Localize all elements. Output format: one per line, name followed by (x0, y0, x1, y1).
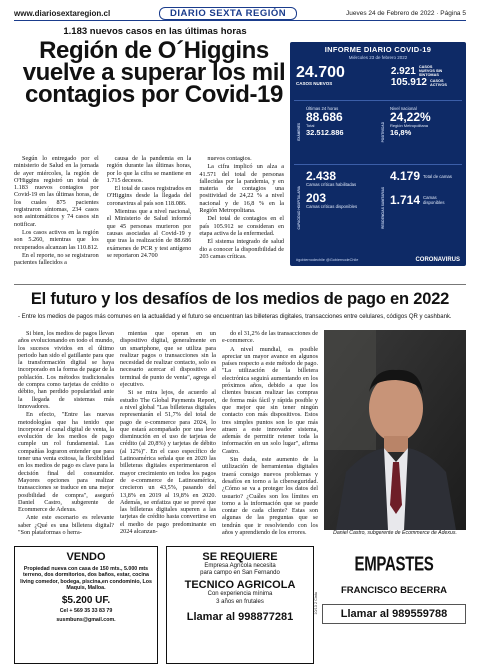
date-page: Jueves 24 de Febrero de 2022 · Página 5 (346, 9, 466, 17)
article-body (18, 330, 318, 536)
ad-title: EMPASTES (354, 553, 434, 576)
covid-panel-title: INFORME DIARIO COVID-19 (324, 45, 432, 54)
ad-phone[interactable]: Cel + 569 35 33 83 79 (59, 608, 113, 615)
paragraph: do el 31,2% de las transacciones de e-commerce. (222, 330, 318, 345)
ad-title: SE REQUIERE (202, 551, 278, 563)
ad-side-code: 10/13 2 Cinta (314, 592, 318, 615)
divider (294, 100, 462, 101)
ad-phone[interactable]: Llamar al 998877281 (186, 610, 294, 623)
exams-value: 88.686 (306, 110, 343, 124)
paragraph: causa de la pandemia en la región durante las últimas horas, por lo que la cifra se mantiene en 1.715 decesos. (106, 155, 192, 184)
masthead (14, 7, 466, 21)
portrait-photo (324, 330, 466, 530)
exams-cell (303, 104, 378, 160)
article-kicker: 1.183 nuevos casos en las últimas horas (63, 26, 247, 37)
coronavirus-brand: CORONAVIRUS (415, 257, 460, 263)
exams-side-label: EXÁMENES (296, 123, 301, 141)
no-symptom-label: CASOS NUEVOS SIN SÍNTOMAS (418, 65, 443, 77)
article-column (14, 155, 99, 273)
ad-line: para campo en San Fernando (200, 570, 280, 577)
exams-positivity-section (294, 104, 462, 160)
covid-panel-footer (296, 257, 460, 263)
beds-free-value: 1.714 (390, 193, 421, 207)
paragraph: En el reporte, no se registraron pacientes fallecidos a (14, 251, 99, 267)
article-headline: El futuro y los desafíos de los medios de pago en 2022 (30, 290, 450, 308)
paragraph: Los casos activos en la región son 5.260, mientras que los recuperados alcanzan las 110.812. (14, 228, 99, 251)
ad-role: TECNICO AGRICOLA (184, 579, 296, 592)
article-subheadline: - Entre los medios de pagos más comunes en la actualidad y el futuro se encuentran las billeteras digitales, transacciones entre celulares, códigos QR y cashbank. (18, 314, 452, 320)
article-column (222, 330, 318, 536)
paragraph: Sin duda, este aumento de la utilización de herramientas digitales traerá consigo nuevos problemas y desafíos en torno a la ciberseguridad. ¿Cómo se va a proteger los datos del usuario? ¿Cuáles son los límites en torno a la información que se puede contar de cada cliente? Estas son algunas de las preguntas que se tendrán que ir resolviendo con los años y aprendiendo de los errores. (222, 456, 318, 536)
hospital-cell (303, 168, 378, 248)
ad-vendo (14, 546, 158, 664)
covid-panel-date: Miércoles 23 de febrero 2022 (348, 55, 408, 60)
ad-se-requiere (166, 546, 314, 664)
divider (294, 164, 462, 165)
exams-label: Últimas 24 horas (306, 106, 339, 111)
article-column (107, 155, 192, 273)
ad-empastes (322, 546, 466, 664)
newspaper-name: DIARIO SEXTA REGIÓN (159, 7, 297, 20)
paragraph: El sistema integrado de salud dio a conocer la disponibilidad de 203 camas críticas. (199, 238, 285, 260)
article-column (199, 155, 284, 273)
paragraph: Mientras que a nivel nacional, el Ministerio de Salud informó que 45 personas murieron por causas asociadas al Covid-19 y que tras la realización de 88.686 exámenes de PCR y test antígeno se reportaron 24.700 (106, 208, 192, 259)
covid-headline-stats (296, 65, 460, 88)
beds-total-value: 4.179 (390, 169, 421, 183)
new-cases-value: 24.700 (296, 64, 345, 81)
portrait-illustration (324, 330, 466, 530)
new-cases-label: CASOS NUEVOS (296, 81, 333, 86)
positivity-value: 24,22% (390, 110, 431, 124)
ad-email[interactable]: susmbuns@gmail.com. (56, 616, 116, 623)
footer-hashtag: #gobiernodechile @GobiernodeChile (296, 258, 359, 262)
positivity-side-label: POSITIVIDAD (380, 121, 385, 143)
beds-available-value: 203 (306, 191, 327, 205)
paragraph: Si bien, los medios de pagos llevan años evolucionando en todo el mundo, los sucesos vividos en el último periodo han sido el gatillante para que la transformación digital se haya incorporado en la forma de pagar de la población. Los métodos tradicionales de compra como tarjetas de crédito o débito, han perdido popularidad ante la llegada de sistemas más innovadores. (18, 330, 114, 410)
paragraph: Si se mira lejos, de acuerdo al estudio The Global Payments Report, a nivel global "Las billeteras digitales representarán el 51,7% del total de pago de e-commerce para 2024, lo que estará acompañado por una leve disminución en el uso de tarjetas de crédito (al 20,8%) y tarjetas de débito (al 12%)". En el caso específico de Latinoamérica señala que en 2020 las billeteras digitales experimentaron el mayor crecimiento en todos los pagos de e-commerce de Latinoamérica, crecieron un 43,5%, pasando del 13,8% en 2019 al 19,8% en 2020. Además, se enfatiza que se prevé que las billeteras digitales superen a las tarjetas de crédito hasta convertirse en el medio de pago predominante en 2024 alcanzan- (120, 389, 216, 536)
beds-enabled-label: Camas críticas habilitadas (306, 182, 357, 187)
section-divider (14, 284, 466, 285)
hospital-side-label: CAPACIDAD HOSPITALARIA (296, 186, 301, 230)
active-cases-label: CASOS ACTIVOS (430, 78, 447, 87)
beds-enabled-value: 2.438 (306, 169, 337, 183)
positivity-rm-label: Región Metropolitana (390, 123, 429, 128)
site-url[interactable]: www.diariosextaregion.cl (14, 8, 111, 18)
paragraph: Ante este escenario es relevante saber ¿Qué es una billetera digital? "Son plataformas o herra- (18, 514, 114, 536)
residences-side-label: RESIDENCIAS SANITARIAS (380, 187, 385, 229)
paragraph: En efecto, "Entre las nuevas metodologías que ha tenido que incorporar el canal digital de venta, la evolución de los medios de pago cumple un rol fundamental. Las compañías lograron entender que para tener una venta exitosa, la flexibilidad en los medios de pago es clave para la decisión final del consumidor. Mayores opciones para realizar transacciones se traduce en una mejor posibilidad de compra", aseguró Daniel Castro, subgerente de Ecommerce de Adexus. (18, 411, 114, 514)
paragraph: El total de casos registrados en O'Higgins desde la llegada del coronavirus al país son 118.086. (106, 185, 192, 207)
beds-available-label: Camas críticas disponibles (306, 204, 358, 209)
ad-line: 3 años en frutales (216, 598, 264, 605)
residences-cell (387, 168, 462, 248)
positivity-rm-value: 16,8% (390, 128, 412, 137)
beds-free-label: Camas disponibles (423, 195, 445, 205)
ad-name: FRANCISCO BECERRA (340, 585, 448, 596)
article-column (18, 330, 114, 536)
ad-line: Empresa Agrícola necesita (204, 563, 276, 569)
exams-total-label: Total (306, 123, 315, 128)
paragraph: nuevos contagios. (207, 155, 252, 162)
ad-price: $5.200 UF. (61, 595, 111, 607)
beds-total-label: Total de camas (423, 173, 452, 179)
ad-title: VENDO (66, 551, 106, 563)
covid-report-panel (290, 42, 466, 266)
article-column (120, 330, 216, 536)
ad-body: Propiedad nueva con casa de 150 mts., 5.000 mts terreno, dos dormitorios, dos baños, estar, cocina living comedor, bodega, piscina,en condominio, Los Maquis, Malloa. (20, 566, 152, 591)
ad-line: Con experiencia mínima (207, 591, 273, 598)
paragraph: Según lo entregado por el ministerio de Salud en la jornada de ayer miércoles, la región de O'Higgins registró un total de 1.183 nuevos contagios por Covid-19 en las últimas horas, de los cuales 875 pacientes registraron síntomas, 234 casos son asintomáticos y 74 casos sin notificar. (14, 155, 99, 228)
beds-section (294, 168, 462, 248)
no-symptom-value: 2.921 (390, 65, 416, 77)
photo-caption: Daniel Castro, subgerente de Ecommerce de Adexus. (333, 530, 457, 536)
active-cases-value: 105.912 (390, 77, 427, 88)
article-headline: Región de O´Higgins vuelve a superar los mil contagios por Covid-19 (22, 37, 286, 108)
paragraph: mientas que operan en un dispositivo digital, generalmente en un smartphone, que se utiliza para realizar pagos o transacciones sin la necesidad de realizar contacto, solo es necesario acercar el dispositivo al terminal de punto de venta", agrega el ejecutivo. (120, 330, 216, 389)
article-body (14, 155, 284, 273)
paragraph: A nivel mundial, es posible apreciar un mayor avance en algunos países respecto a este método de pago. "La utilización de la billetera electrónica seguirá aumentando en los próximos años, debido a que los clientes buscan realizar las compras de forma más fácil y rápida posible y que mejor que sin tener ningún contacto con más dispositivos. Estos tres simples puntos son lo que más atraen a este innovador sistema, además de permitir retener toda la información en un solo lugar", afirma Castro. (222, 345, 318, 455)
paragraph: La cifra implicó un alza a 41.571 del total de personas fallecidas por la pandemia, y en materia de contagios una positividad de 24,22 % a nivel nacional y de 16,8 % en la Región Metropolitana. (199, 163, 285, 215)
exams-total-value: 32.512.886 (306, 128, 344, 137)
paragraph: Del total de contagios en el país 105.912 se consideran en etapa activa de la enfermedad. (199, 215, 285, 237)
positivity-label: Nivel nacional (390, 106, 417, 111)
positivity-cell (387, 104, 462, 160)
ad-phone[interactable]: Llamar al 989559788 (322, 604, 466, 624)
